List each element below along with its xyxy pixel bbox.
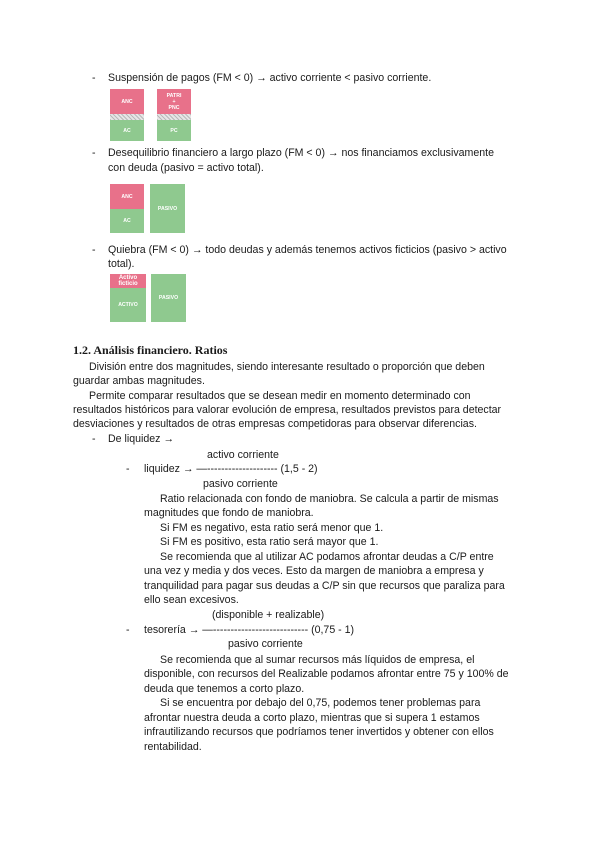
sub-bullet-dash: - <box>126 463 130 475</box>
pasivo-block <box>151 274 186 322</box>
pasivo-block <box>150 184 185 233</box>
bullet-desequilibrio-line2: con deuda (pasivo = activo total). <box>108 162 264 174</box>
liquidez-denominator: pasivo corriente <box>203 478 278 490</box>
activo-label: Activo <box>118 274 138 281</box>
tesoreria-explanation-1-line1: Se recomienda que al sumar recursos más líquidos de empresa, el <box>160 654 475 666</box>
ficticio-label: ficticio <box>118 281 138 287</box>
bullet-quiebra-line1: Quiebra (FM < 0) → todo deudas y además tenemos activos ficticios (pasivo > activo <box>108 244 507 256</box>
tesoreria-explanation-2-line4: rentabilidad. <box>144 741 202 753</box>
tesoreria-explanation-2-line2: afrontar nuestra deuda a corto plazo, mientras que si supera 1 estamos <box>144 712 480 724</box>
liquidez-explanation-4-line3: tranquilidad para pagar sus deudas a C/P sin que recursos que paraliza para <box>144 580 505 592</box>
liquidez-explanation-2: Si FM es negativo, esta ratio será menor que 1. <box>160 522 384 534</box>
ac-label: AC <box>123 218 131 224</box>
tesoreria-explanation-2-line3: infrautilizando recursos que podríamos tener invertidos y obtener con ellos <box>144 726 494 738</box>
activo-ficticio-block <box>110 274 146 288</box>
anc-label: ANC <box>121 193 133 200</box>
sub-bullet-dash: - <box>126 624 130 636</box>
paragraph-1-line2: guardar ambas magnitudes. <box>73 375 205 387</box>
bullet-dash: - <box>92 147 96 159</box>
bullet-suspension: Suspensión de pagos (FM < 0) → activo corriente < pasivo corriente. <box>108 72 432 84</box>
bullet-dash: - <box>92 244 96 256</box>
pc-label: PC <box>170 127 178 134</box>
tesoreria-numerator: (disponible + realizable) <box>212 609 325 621</box>
anc-block <box>110 89 144 114</box>
activo-block <box>110 288 146 322</box>
bullet-desequilibrio-line1: Desequilibrio financiero a largo plazo (FM < 0) → nos financiamos exclusivamente <box>108 147 494 159</box>
section-title: 1.2. Análisis financiero. Ratios <box>73 343 228 357</box>
plus-label: + <box>172 98 176 105</box>
pc-block <box>157 120 191 141</box>
liquidez-formula: liquidez → —-------------------- (1,5 - 2) <box>144 463 318 475</box>
tesoreria-explanation-2-line1: Si se encuentra por debajo del 0,75, podemos tener problemas para <box>160 697 481 709</box>
patri-pnc-block <box>157 89 191 114</box>
pasivo-label: PASIVO <box>158 295 179 301</box>
ac-block <box>110 120 144 141</box>
bullet-quiebra-line2: total). <box>108 258 135 270</box>
liquidez-explanation-3: Si FM es positivo, esta ratio será mayor que 1. <box>160 536 379 548</box>
activo-total-label: ACTIVO <box>118 302 138 308</box>
ac-label: AC <box>123 127 131 134</box>
tesoreria-explanation-1-line2: disponible, con recursos del Realizable podamos afrontar entre 75 y 100% de <box>144 668 509 680</box>
patri-label: PATRI <box>166 92 182 99</box>
paragraph-2-line1: Permite comparar resultados que se desean medir en momento determinado con <box>89 390 471 402</box>
liquidez-explanation-1-line2: magnitudes que fondo de maniobra. <box>144 507 314 519</box>
bullet-dash: - <box>92 433 96 445</box>
liquidez-numerator: activo corriente <box>207 449 279 461</box>
paragraph-2-line3: desviaciones y resultados de otras empresas competidoras para observar diferencias. <box>73 418 477 430</box>
bullet-dash: - <box>92 72 96 84</box>
anc-block <box>110 184 144 209</box>
pasivo-label: PASIVO <box>157 205 178 212</box>
tesoreria-explanation-1-line3: deuda que tenemos a corto plazo. <box>144 683 305 695</box>
liquidez-explanation-4-line2: una vez y media y dos veces. Esto da margen de maniobra a empresa y <box>144 565 484 577</box>
liquidez-explanation-4-line4: ello sean excesivos. <box>144 594 239 606</box>
pnc-label: PNC <box>168 104 180 111</box>
liquidez-heading: De liquidez → <box>108 433 174 445</box>
liquidez-explanation-4-line1: Se recomienda que al utilizar AC podamos afrontar deudas a C/P entre <box>160 551 494 563</box>
anc-label: ANC <box>121 98 133 105</box>
paragraph-2-line2: resultados históricos para valorar evolución de empresa, resultados previstos para detectar <box>73 404 502 416</box>
tesoreria-denominator: pasivo corriente <box>228 638 303 650</box>
paragraph-1-line1: División entre dos magnitudes, siendo interesante resultado o proporción que deben <box>89 361 485 373</box>
ac-block <box>110 209 144 233</box>
tesoreria-formula: tesorería → —--------------------------- (0,75 - 1) <box>144 624 355 636</box>
liquidez-explanation-1-line1: Ratio relacionada con fondo de maniobra. Se calcula a partir de mismas <box>160 493 499 505</box>
